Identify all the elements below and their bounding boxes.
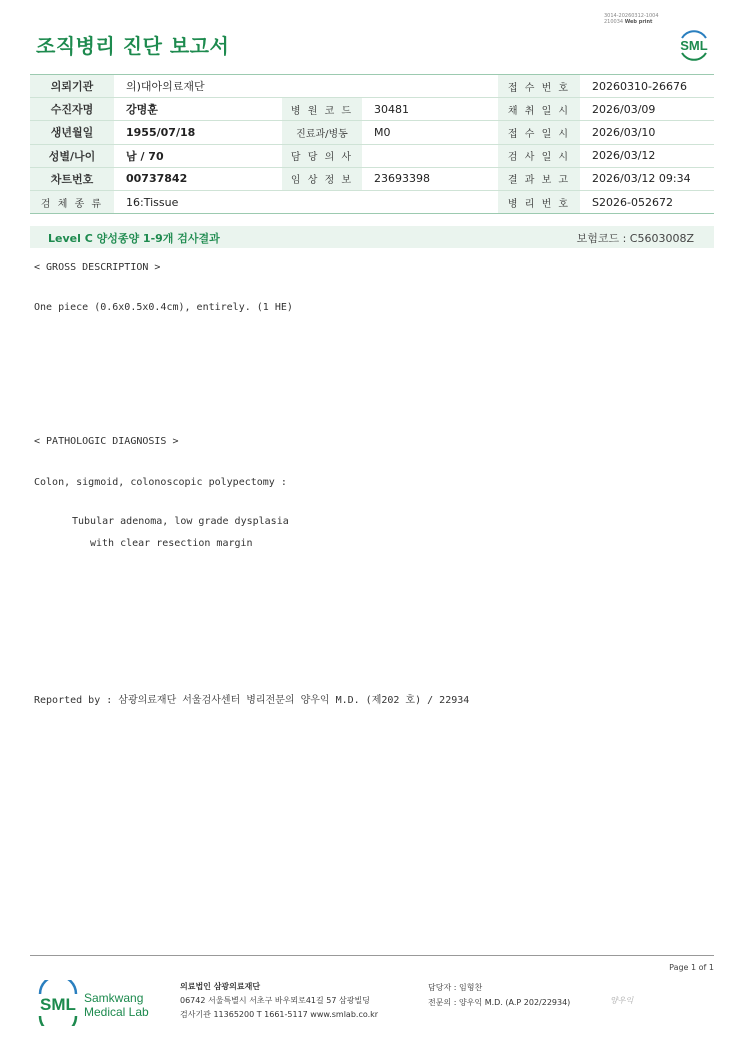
page-number: Page 1 of 1 [669,963,714,972]
logo-name-line1: Samkwang [84,991,144,1005]
clinical-value: 23693398 [362,167,498,190]
table-row [30,190,714,213]
exam-date-label: 검 사 일 시 [498,144,580,167]
specialist-label: 전문의 : [428,998,457,1007]
print-sub-id: 210034 [604,19,624,25]
receipt-date-value: 2026/03/10 [580,121,714,144]
dept-value: M0 [362,121,498,144]
test-level-bar [30,226,714,248]
contact-info [428,980,570,1010]
specimen-label: 검 체 종 류 [30,190,114,213]
table-row [30,144,714,167]
patient-value: 강명훈 [114,98,282,121]
diagnosis-site: Colon, sigmoid, colonoscopic polypectomy : [34,477,287,488]
diagnosis-result: Tubular adenoma, low grade dysplasia [72,516,289,527]
collect-date-label: 채 취 일 시 [498,98,580,121]
manager-label: 담당자 : [428,983,457,992]
table-row [30,75,714,98]
hospital-code-label: 병 원 코 드 [282,98,362,121]
diagnosis-margin: with clear resection margin [90,538,253,549]
table-row [30,98,714,121]
birth-value: 1955/07/18 [114,121,282,144]
specialist-name: 양우익 M.D. (A.P 202/22934) [458,998,571,1007]
signature: 양우익 [610,996,634,1005]
print-info [604,13,659,25]
manager-name: 임형찬 [458,983,483,992]
requesting-org-value: 의)대아의료재단 [114,75,498,98]
test-level-title: Level C 양성종양 1-9개 검사결과 [48,232,220,245]
chart-value: 00737842 [114,167,282,190]
chart-label: 차트번호 [30,167,114,190]
birth-label: 생년월일 [30,121,114,144]
result-label: 결 과 보 고 [498,167,580,190]
org-name: 의료법인 삼광의료재단 [180,982,261,991]
requesting-org-label: 의뢰기관 [30,75,114,98]
sex-age-value: 남 / 70 [114,144,282,167]
print-id: 3014-20260312-1004 [604,13,659,19]
lab-info: 검사기관 11365200 T 1661-5117 www.smlab.co.kr [180,1010,379,1019]
svg-text:SML: SML [680,38,708,53]
table-row [30,121,714,144]
pathologic-diagnosis-heading: < PATHOLOGIC DIAGNOSIS > [34,436,179,447]
specimen-value: 16:Tissue [114,190,498,213]
hospital-code-value: 30481 [362,98,498,121]
doctor-value [362,144,498,167]
collect-date-value: 2026/03/09 [580,98,714,121]
table-row [30,167,714,190]
receipt-no-label: 접 수 번 호 [498,75,580,98]
insurance-code: 보험코드 : C5603008Z [576,232,694,245]
dept-label: 진료과/병동 [282,121,362,144]
patient-label: 수진자명 [30,98,114,121]
path-no-label: 병 리 번 호 [498,190,580,213]
logo-name-line2: Medical Lab [84,1005,149,1019]
path-no-value: S2026-052672 [580,190,714,213]
org-address: 06742 서울특별시 서초구 바우뫼로41길 57 삼광빌딩 [180,996,370,1005]
samkwang-logo-icon [36,980,156,1026]
sml-logo-icon [676,26,712,62]
web-print-label: Web print [624,19,653,25]
clinical-label: 임 상 정 보 [282,167,362,190]
exam-date-value: 2026/03/12 [580,144,714,167]
org-info [180,980,378,1022]
result-value: 2026/03/12 09:34 [580,167,714,190]
sex-age-label: 성별/나이 [30,144,114,167]
reported-by: Reported by : 삼광의료재단 서울검사센터 병리전문의 양우익 M.D. (제202 호) / 22934 [34,695,470,706]
receipt-no-value: 20260310-26676 [580,75,714,98]
footer-divider [30,955,714,956]
svg-text:SML: SML [40,995,76,1014]
page-title: 조직병리 진단 보고서 [36,34,230,58]
receipt-date-label: 접 수 일 시 [498,121,580,144]
gross-description-heading: < GROSS DESCRIPTION > [34,262,161,273]
patient-info-table [30,74,714,214]
gross-description-text: One piece (0.6x0.5x0.4cm), entirely. (1 HE) [34,302,293,313]
doctor-label: 담 당 의 사 [282,144,362,167]
